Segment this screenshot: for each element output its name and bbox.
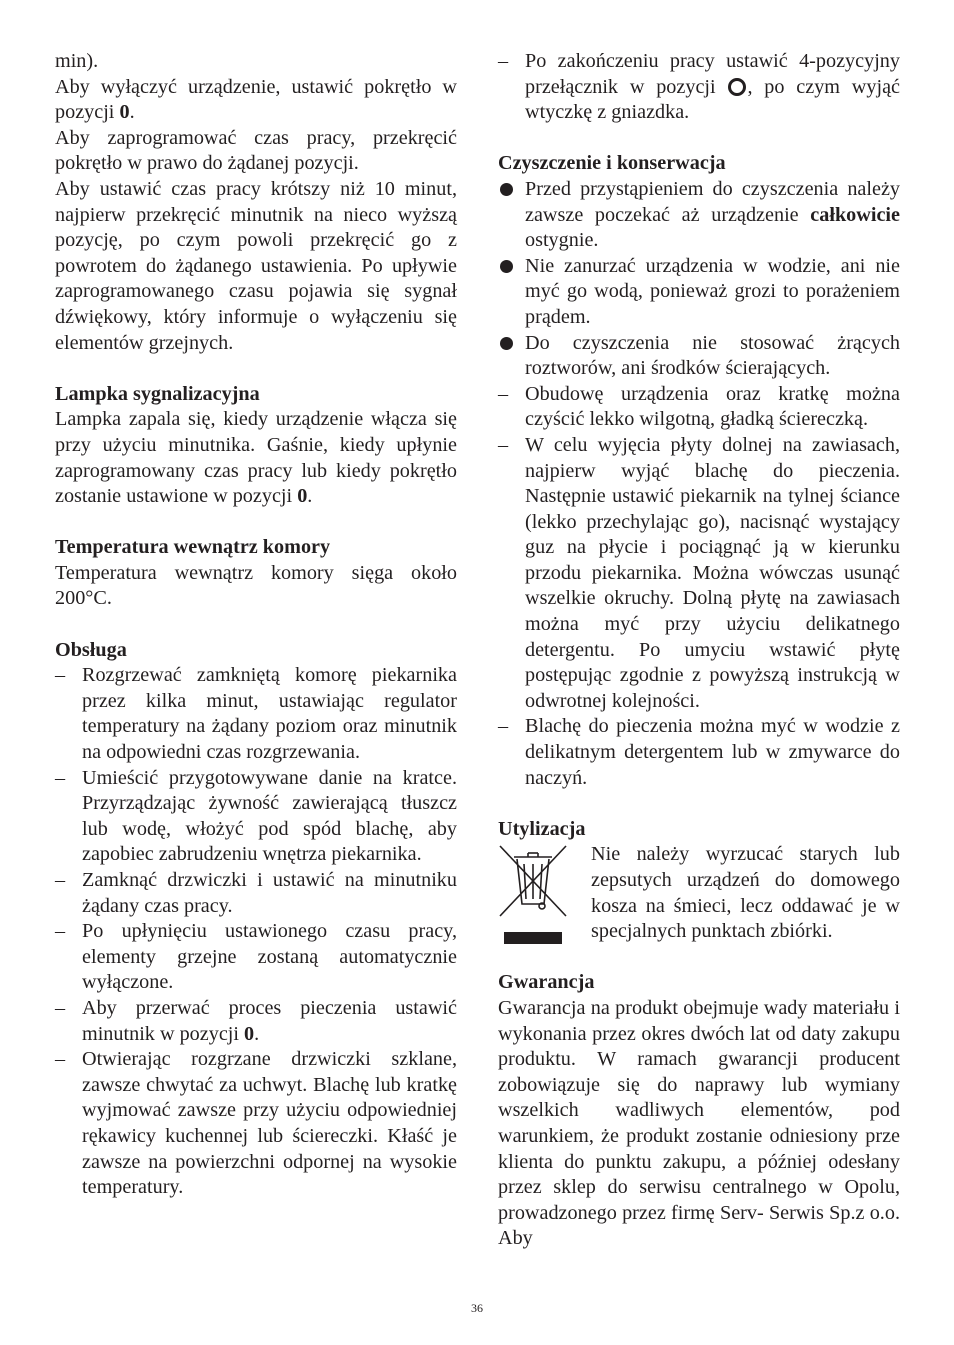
bullet-dot-icon	[500, 337, 513, 350]
section-heading-operation: Obsługa	[55, 638, 127, 661]
list-item: – Rozgrzewać zamkniętą komorę piekarnika przez kilka minut, ustawiając regulator temperatury na żądany poziom oraz minutnik na odpowiedni czas rozgrzewania.	[55, 664, 457, 764]
dash-marker: –	[55, 869, 66, 891]
list-item: – Po upłynięciu ustawionego czasu pracy, elementy grzejne zostaną automatycznie wyłączone.	[55, 920, 457, 994]
paragraph: Aby zaprogramować czas pracy, przekręcić pokrętło w prawo do żądanej pozycji.	[55, 126, 457, 175]
disposal-block	[498, 842, 900, 944]
section-heading-lamp: Lampka sygnalizacyjna	[55, 382, 260, 405]
list-item: – W celu wyjęcia płyty dolnej na zawiasach, najpierw wyjąć blachę do pieczenia. Następnie ustawić piekarnik na tylnej ściance (lekko przechylając go), nacisnąć wystający guz na płycie i pociągnąć ją w kierunku przodu piekarnika. Można wówczas usunąć wszelkie okruchy. Dolną płytę na zawiasach można myć przy użyciu delikatnego detergentu. Po umyciu wstawić płytę postępując zgodnie z powyższą instrukcją w odwrotnej kolejności.	[498, 433, 900, 712]
list-item: – Zamknąć drzwiczki i ustawić na minutniku żądany czas pracy.	[55, 869, 457, 917]
section-heading-cleaning: Czyszczenie i konserwacja	[498, 152, 726, 175]
dash-marker: –	[498, 382, 509, 405]
dash-marker: –	[55, 920, 66, 943]
list-item: – Otwierając rozgrzane drzwiczki szklane, zawsze chwytać za uchwyt. Blachę lub kratkę wyjmować zawsze przy użyciu odpowiedniej rękawicy kuchennej lub ściereczki. Kłaść je zawsze na powierzchni odpornej na wysokie temperatury.	[55, 1048, 457, 1199]
paragraph: Nie należy wyrzucać starych lub zepsutych urządzeń do domowego kosza na śmieci, lecz oddawać je w specjalnych punktach zbiórki.	[591, 843, 900, 943]
bullet-item: Nie zanurzać urządzenia w wodzie, ani nie myć go wodą, ponieważ grozi to porażeniem prądem.	[498, 254, 900, 331]
paragraph: Lampka zapala się, kiedy urządzenie włącza się przy użyciu minutnika. Gaśnie, kiedy upłynie zaprogramowany czas pracy lub kiedy pokrętło zostanie ustawione w pozycji 0.	[55, 408, 457, 508]
bullet-item: Do czyszczenia nie stosować żrących roztworów, ani środków ścierających.	[498, 331, 900, 382]
section-heading-disposal: Utylizacja	[498, 817, 586, 840]
list-item: – Aby przerwać proces pieczenia ustawić minutnik w pozycji 0.	[55, 996, 457, 1045]
dash-marker: –	[498, 433, 509, 456]
paragraph: Temperatura wewnątrz komory sięga około 200°C.	[55, 561, 457, 610]
paragraph: Aby wyłączyć urządzenie, ustawić pokrętło w pozycji 0.	[55, 75, 457, 124]
bullet-item: Przed przystąpieniem do czyszczenia należy zawsze poczekać aż urządzenie całkowicie ostygnie.	[498, 177, 900, 254]
dash-marker: –	[498, 50, 509, 72]
left-column	[55, 49, 457, 1201]
circle-off-icon	[728, 78, 746, 96]
list-item: – Umieścić przygotowywane danie na kratce. Przyrządzając żywność zawierającą tłuszcz lub wodę, włożyć pod spód blachę, aby zapobiec zabrudzeniu wnętrza piekarnika.	[55, 766, 457, 866]
paragraph: Aby ustawić czas pracy krótszy niż 10 minut, najpierw przekręcić minutnik na nieco wyższą pozycję, po czym powoli przekręcić go z powrotem do żądanego ustawienia. Po upływie zaprogramowanego czasu pojawia się sygnał dźwiękowy, który informuje o wyłączeniu się elementów grzejnych.	[55, 177, 457, 354]
crossed-out-bin-icon	[498, 844, 568, 944]
list-item: – Obudowę urządzenia oraz kratkę można czyścić lekko wilgotną, gładką ściereczką.	[498, 382, 900, 431]
list-item: – Blachę do pieczenia można myć w wodzie z delikatnym detergentem lub w zmywarce do naczyń.	[498, 715, 900, 789]
section-heading-warranty: Gwarancja	[498, 971, 595, 994]
dash-marker: –	[55, 664, 66, 687]
section-heading-temperature: Temperatura wewnątrz komory	[55, 536, 331, 559]
bullet-dot-icon	[500, 260, 513, 273]
list-item: – Po zakończeniu pracy ustawić 4-pozycyjny przełącznik w pozycji , po czym wyjąć wtyczkę z gniazdka.	[498, 50, 900, 124]
right-column	[498, 49, 900, 1252]
page-number: 36	[471, 1301, 483, 1315]
dash-marker: –	[55, 996, 66, 1019]
dash-marker: –	[55, 1048, 66, 1071]
paragraph: min).	[55, 50, 99, 72]
bullet-dot-icon	[500, 183, 513, 196]
dash-marker: –	[498, 715, 509, 738]
dash-marker: –	[55, 766, 66, 789]
paragraph: Gwarancja na produkt obejmuje wady materiału i wykonania przez okres dwóch lat od daty zakupu produktu. W ramach gwarancji producent zobowiązuje się do naprawy lub wymiany wszelkich wadliwych elementów, pod warunkiem, że produkt zostanie odniesiony prze klienta do punktu zakupu, a później odesłany przez sklep do serwisu centralnego w Opolu, prowadzonego przez firmę Serv- Serwis Sp.z o.o. Aby	[498, 996, 900, 1250]
